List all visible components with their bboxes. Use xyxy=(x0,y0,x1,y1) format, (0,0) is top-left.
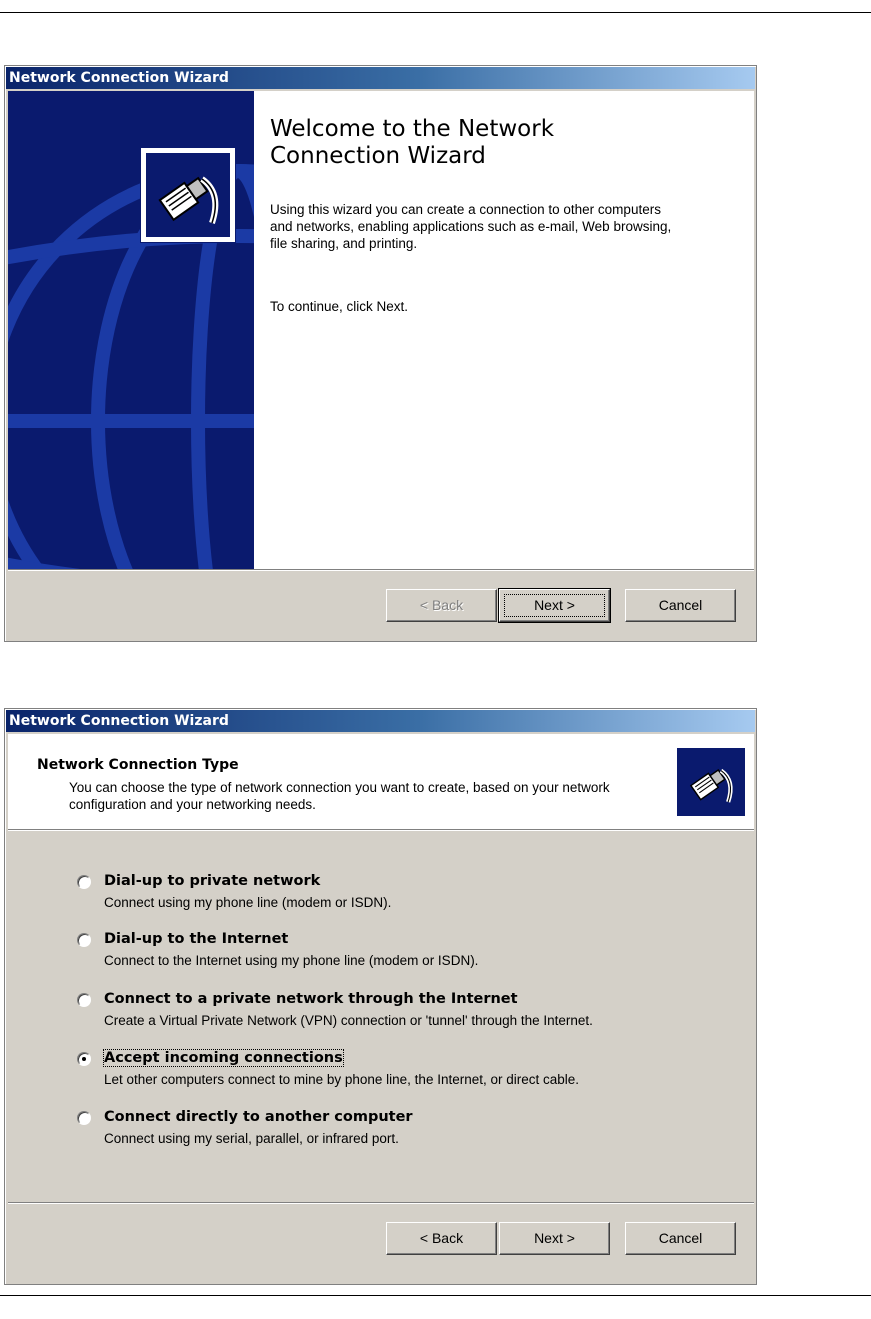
button-area-divider xyxy=(8,1202,754,1204)
page-subtitle: You can choose the type of network connection you want to create, based on your network configuration and your networking needs. xyxy=(69,780,610,812)
globe-side-panel xyxy=(8,91,254,569)
window-title-bar[interactable]: Network Connection Wizard xyxy=(6,67,755,89)
cancel-button[interactable]: Cancel xyxy=(625,1222,736,1255)
option-direct-connect[interactable] xyxy=(77,1109,717,1157)
back-button[interactable]: < Back xyxy=(386,1222,497,1255)
option-description: Create a Virtual Private Network (VPN) connection or 'tunnel' through the Internet. xyxy=(104,1013,593,1028)
page-bottom-rule xyxy=(0,1295,871,1296)
option-accept-incoming[interactable] xyxy=(77,1050,717,1098)
radio-button[interactable] xyxy=(77,933,91,947)
network-plug-icon xyxy=(681,752,741,812)
header-plug-icon-box xyxy=(677,748,745,816)
option-vpn[interactable] xyxy=(77,991,717,1039)
option-dialup-internet[interactable] xyxy=(77,931,717,979)
continue-instruction: To continue, click Next. xyxy=(270,299,409,314)
welcome-heading: Welcome to the Network Connection Wizard xyxy=(270,116,555,169)
welcome-wizard-window xyxy=(4,65,757,642)
window-title-bar[interactable]: Network Connection Wizard xyxy=(6,710,755,732)
cancel-button[interactable]: Cancel xyxy=(625,589,736,622)
page-title: Network Connection Type xyxy=(37,757,239,773)
radio-button[interactable] xyxy=(77,1111,91,1125)
connection-type-wizard-window xyxy=(4,708,757,1285)
option-label[interactable]: Connect directly to another computer xyxy=(104,1109,413,1125)
option-label[interactable]: Dial-up to the Internet xyxy=(104,931,289,947)
radio-button[interactable] xyxy=(77,993,91,1007)
next-button-label: Next > xyxy=(534,597,575,613)
option-label[interactable]: Dial-up to private network xyxy=(104,873,321,889)
header-divider xyxy=(8,829,754,831)
back-button[interactable]: < Back xyxy=(386,589,497,622)
network-plug-icon xyxy=(146,153,230,237)
next-button[interactable] xyxy=(499,589,610,622)
radio-button[interactable] xyxy=(77,875,91,889)
focus-rectangle xyxy=(504,594,605,617)
welcome-content-pane xyxy=(254,91,754,569)
next-button[interactable]: Next > xyxy=(499,1222,610,1255)
button-area-divider xyxy=(8,569,754,571)
option-description: Connect using my phone line (modem or ISDN). xyxy=(104,895,392,910)
option-description: Connect to the Internet using my phone line (modem or ISDN). xyxy=(104,953,479,968)
option-label[interactable]: Connect to a private network through the Internet xyxy=(104,991,518,1007)
page-top-rule xyxy=(0,12,871,13)
welcome-description: Using this wizard you can create a connection to other computers and networks, enabling applications such as e-mail, Web browsing, file sharing, and printing. xyxy=(270,202,672,251)
option-label[interactable]: Accept incoming connections xyxy=(104,1050,343,1066)
wizard-header xyxy=(8,734,754,829)
option-description: Let other computers connect to mine by phone line, the Internet, or direct cable. xyxy=(104,1072,580,1087)
plug-icon-box xyxy=(140,147,236,243)
option-dialup-private[interactable] xyxy=(77,873,717,921)
option-description: Connect using my serial, parallel, or infrared port. xyxy=(104,1131,399,1146)
radio-dot xyxy=(82,1057,86,1061)
radio-button-selected[interactable] xyxy=(77,1052,91,1066)
